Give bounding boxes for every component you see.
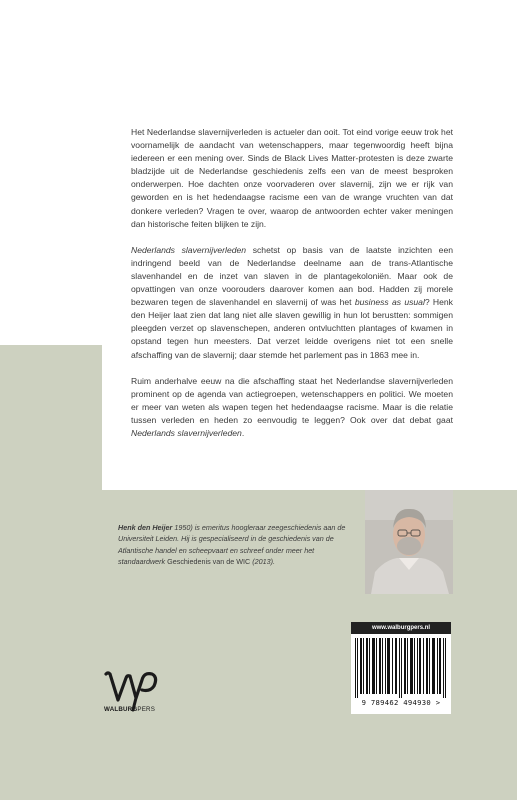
business-as-usual: business as usual [354, 297, 425, 308]
publisher-url: www.walburgpers.nl [351, 622, 451, 634]
barcode-block [351, 622, 451, 714]
publisher-name: WALBURGPERS [104, 706, 156, 713]
author-photo [365, 490, 453, 594]
book-title: Nederlands slavernijverleden [131, 427, 242, 438]
blurb-paragraph-1: Het Nederlandse slavernijverleden is actueler dan ooit. Tot eind vorige eeuw trok het voornamelijk de aandacht van wetenschappers, maar tegenwoordig heeft bijna iedereen er een mening over. Sinds de Black Lives Matter-protesten is deze zwarte bladzijde uit de Nederlandse geschiedenis zelfs een van de meest besproken onderwerpen. Hoe dachten onze voorvaderen over slavernij, zijn we er rijk van geworden en is het hedendaagse racisme een van de wrange vruchten van dat donkere verleden? Vragen te over, waarop de antwoorden echter vaker meningen dan historische feiten blijken te zijn. [131, 127, 453, 229]
author-portrait-image [365, 490, 453, 594]
isbn-barcode [351, 638, 451, 698]
author-name: Henk den Heijer [118, 523, 173, 532]
back-cover-blurb [131, 126, 453, 453]
book-title: Nederlands slavernijverleden [131, 244, 247, 255]
standard-work-title: Geschiedenis van de WIC [167, 557, 251, 567]
isbn-number: 9 789462 494930 > [361, 698, 441, 707]
blurb-paragraph-3: Ruim anderhalve eeuw na die afschaffing staat het Nederlandse slavernijverleden prominent op de agenda van actiegroepen, wetenschappers en politici. We moeten er meer van weten als wapen tegen het hedendaagse racisme. Maar is die relatie tussen verleden en heden zo eenvoudig te leggen? Ook over dat debat gaat Nederlands slavernijverleden. [131, 375, 453, 438]
author-bio: Henk den Heijer 1950) is emeritus hoogleraar zeegeschiedenis aan de Universiteit Leiden. Hij is gespecialiseerd in de geschiedenis van de Atlantische handel en scheepvaart en schreef onder meer het standaardwerk Geschiedenis van de WIC (2013). [118, 523, 346, 567]
blurb-paragraph-2: Nederlands slavernijverleden schetst op basis van de laatste inzichten een indringend beeld van de Nederlandse deelname aan de trans-Atlantische slavenhandel en de inzet van slaven in de plantagekoloniën. Maar ook de opvattingen van onze voorouders daarover komen aan bod. Hadden zij morele bezwaren tegen de slavenhandel en slavernij of was het business as usual? Henk den Heijer laat zien dat lang niet alle slaven gewillig in hun lot berustten: sommigen pleegden verzet op slavenschepen, anderen ontvluchtten plantages of kwamen in opstand tegen hun meesters. Dat verzet leidde overigens niet tot een snelle afschaffing van de slavernij; daar stemde het parlement pas in 1863 mee in. [131, 244, 454, 360]
